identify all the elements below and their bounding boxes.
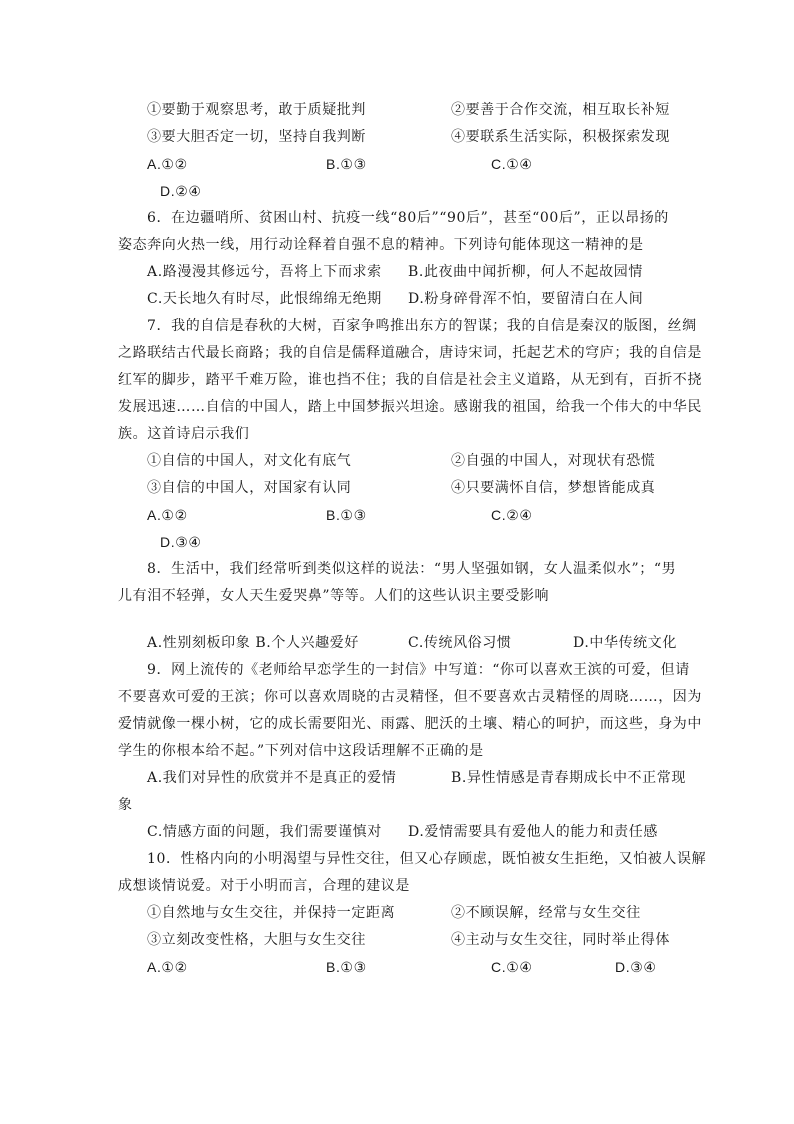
q7-statement-3: ③自信的中国人，对国家有认同 — [147, 480, 352, 496]
q7-stem-line-4: 发展迅速……自信的中国人，踏上中国梦振兴坦途。感谢我的祖国，给我一个伟大的中华民 — [118, 399, 702, 415]
q8-stem-line-2: 儿有泪不轻弹，女人天生爱哭鼻”等等。人们的这些认识主要受影响 — [118, 588, 550, 604]
q5-choice-a: A.①② — [147, 156, 188, 172]
q10-statement-1: ①自然地与女生交往，并保持一定距离 — [147, 905, 396, 921]
q5-statement-1: ①要勤于观察思考，敢于质疑批判 — [147, 102, 366, 118]
q7-stem-line-3: 红军的脚步，踏平千难万险，谁也挡不住；我的自信是社会主义道路，从无到有，百折不挠 — [118, 372, 702, 388]
q5-choice-d: D.②④ — [160, 183, 202, 199]
q10-choice-b: B.①③ — [326, 959, 367, 975]
q8-choice-d: D.中华传统文化 — [573, 635, 677, 651]
q10-statement-3: ③立刻改变性格，大胆与女生交往 — [147, 932, 366, 948]
q7-statement-4: ④只要满怀自信，梦想皆能成真 — [451, 480, 656, 496]
q5-statement-2: ②要善于合作交流，相互取长补短 — [451, 102, 670, 118]
q6-stem-line-1: 6．在边疆哨所、贫困山村、抗疫一线“80后”“90后”，甚至“00后”，正以昂扬的 — [147, 210, 669, 226]
q5-choice-c: C.①④ — [491, 156, 533, 172]
q7-stem-line-2: 之路联结古代最长商路；我的自信是儒释道融合，唐诗宋词，托起艺术的穹庐；我的自信是 — [118, 345, 702, 361]
q10-statement-2: ②不顾误解，经常与女生交往 — [451, 905, 641, 921]
q9-stem-line-2: 不要喜欢可爱的王滨；你可以喜欢周晓的古灵精怪，但不要喜欢古灵精怪的周晓……，因为 — [118, 689, 702, 705]
q7-choice-d: D.③④ — [160, 534, 202, 550]
q6-choice-c: C.天长地久有时尽，此恨绵绵无绝期 — [147, 291, 382, 307]
q5-statement-4: ④要联系生活实际，积极探索发现 — [451, 129, 670, 145]
q10-stem-line-1: 10．性格内向的小明渴望与异性交往，但又心存顾虑，既怕被女生拒绝，又怕被人误解 — [147, 851, 707, 867]
q9-stem-line-3: 爱情就像一棵小树，它的成长需要阳光、雨露、肥沃的土壤、精心的呵护，而这些，身为中 — [118, 716, 702, 732]
q9-stem-line-1: 9．网上流传的《老师给早恋学生的一封信》中写道：“你可以喜欢王滨的可爱，但请 — [147, 662, 690, 678]
q7-choice-a: A.①② — [147, 507, 188, 523]
q10-stem-line-2: 成想谈情说爱。对于小明而言，合理的建议是 — [118, 878, 410, 894]
q7-stem-line-5: 族。这首诗启示我们 — [118, 426, 250, 442]
q7-statement-1: ①自信的中国人，对文化有底气 — [147, 453, 352, 469]
q6-stem-line-2: 姿态奔向火热一线，用行动诠释着自强不息的精神。下列诗句能体现这一精神的是 — [118, 237, 644, 253]
q7-choice-b: B.①③ — [326, 507, 367, 523]
q9-choice-a: A.我们对异性的欣赏并不是真正的爱情 — [147, 770, 397, 786]
q9-choice-d: D.爱情需要具有爱他人的能力和责任感 — [408, 824, 658, 840]
q7-stem-line-1: 7．我的自信是春秋的大树，百家争鸣推出东方的智谋；我的自信是秦汉的版图，丝绸 — [147, 318, 697, 334]
q6-choice-b: B.此夜曲中闻折柳，何人不起故园情 — [408, 264, 643, 280]
q8-choice-a-b: A.性别刻板印象 B.个人兴趣爱好 — [147, 635, 359, 651]
q10-choice-d: D.③④ — [615, 959, 657, 975]
q8-stem-line-1: 8．生活中，我们经常听到类似这样的说法：“男人坚强如钢，女人温柔似水”；“男 — [147, 561, 677, 577]
q9-stem-line-4: 学生的你根本给不起。”下列对信中这段话理解不正确的是 — [118, 743, 484, 759]
q10-statement-4: ④主动与女生交往，同时举止得体 — [451, 932, 670, 948]
q10-choice-c: C.①④ — [491, 959, 533, 975]
q8-choice-c: C.传统风俗习惯 — [408, 635, 512, 651]
q5-statement-3: ③要大胆否定一切，坚持自我判断 — [147, 129, 366, 145]
q7-statement-2: ②自强的中国人，对现状有恐慌 — [451, 453, 656, 469]
q10-choice-a: A.①② — [147, 959, 188, 975]
q9-choice-b: B.异性情感是青春期成长中不正常现 — [451, 770, 686, 786]
q7-choice-c: C.②④ — [491, 507, 533, 523]
q6-choice-a: A.路漫漫其修远兮，吾将上下而求索 — [147, 264, 382, 280]
q9-choice-c: C.情感方面的问题，我们需要谨慎对 — [147, 824, 382, 840]
q9-choice-b-wrap: 象 — [118, 797, 133, 813]
q5-choice-b: B.①③ — [326, 156, 367, 172]
q6-choice-d: D.粉身碎骨浑不怕，要留清白在人间 — [408, 291, 644, 307]
